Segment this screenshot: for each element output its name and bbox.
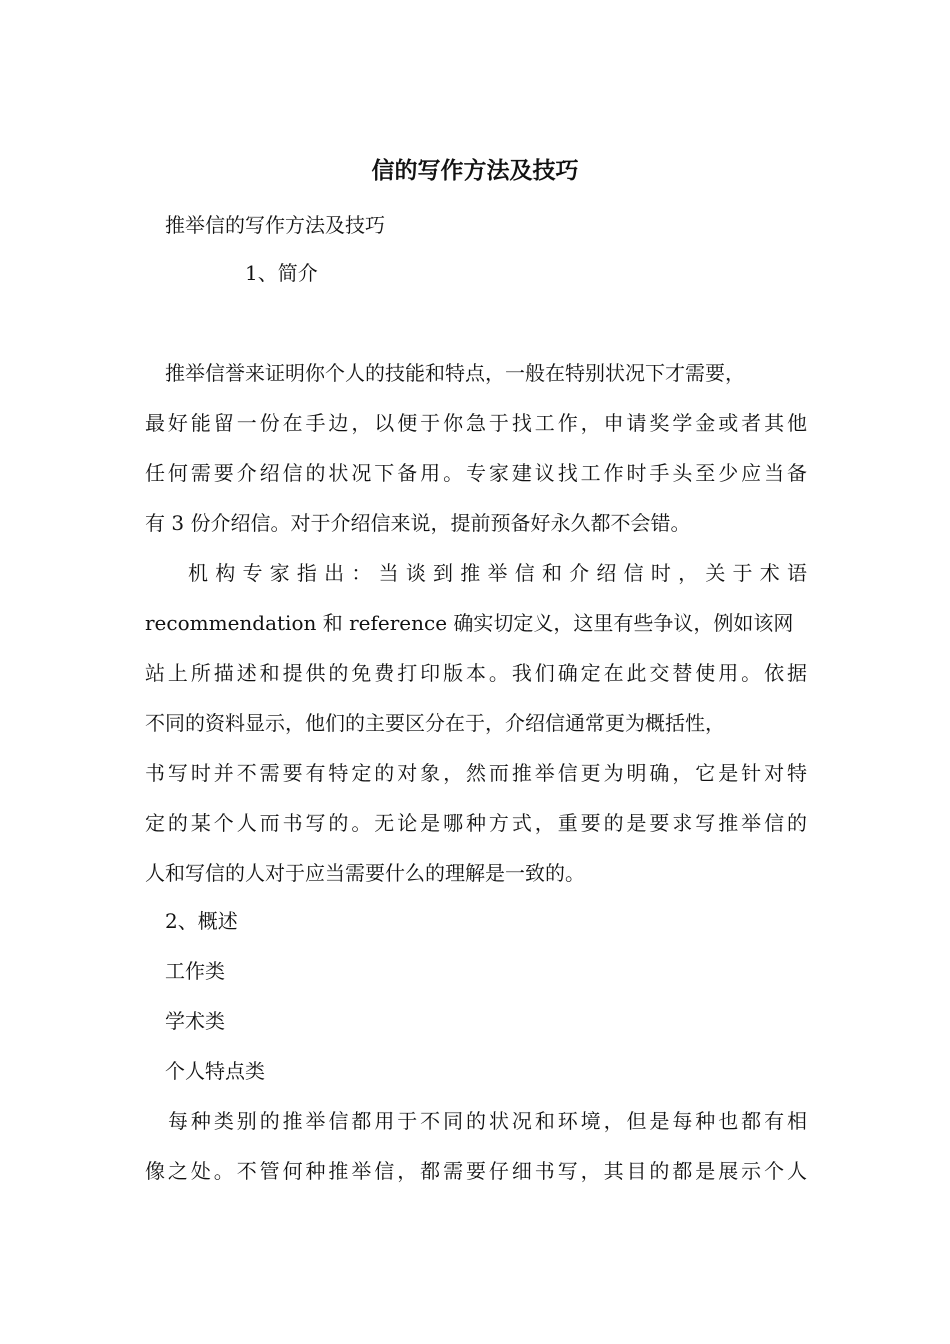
paragraph-line: 有 3 份介绍信。对于介绍信来说，提前预备好永久都不会错。 [145,511,691,535]
section-heading-overview: 2、概述 [165,909,238,933]
paragraph-line: recommendation 和 reference 确实切定义，这里有些争议，例如该网 [145,611,794,635]
paragraph-line: 推举信誉来证明你个人的技能和特点，一般在特别状况下才需要， [165,361,745,385]
paragraph-line: 定的某个人而书写的。无论是哪种方式，重要的是要求写推举信的 [145,811,807,835]
paragraph-line: 机构专家指出：当谈到推举信和介绍信时，关于术语 [188,561,807,585]
paragraph-line: 不同的资料显示，他们的主要区分在于，介绍信通常更为概括性， [145,711,725,735]
category-item: 工作类 [165,959,225,983]
paragraph-line: 人和写信的人对于应当需要什么的理解是一致的。 [145,861,585,885]
paragraph-line: 每种类别的推举信都用于不同的状况和环境，但是每种也都有相 [168,1109,807,1133]
category-item: 个人特点类 [165,1059,265,1083]
paragraph-line: 任何需要介绍信的状况下备用。专家建议找工作时手头至少应当备 [145,461,807,485]
paragraph-line: 最好能留一份在手边，以便于你急于找工作，申请奖学金或者其他 [145,411,807,435]
paragraph-line: 站上所描述和提供的免费打印版本。我们确定在此交替使用。依据 [145,661,807,685]
paragraph-line: 像之处。不管何种推举信，都需要仔细书写，其目的都是展示个人 [145,1159,807,1183]
category-item: 学术类 [165,1009,225,1033]
section-heading-intro: 1、简介 [245,261,318,285]
document-title: 信的写作方法及技巧 [371,157,579,184]
subtitle: 推举信的写作方法及技巧 [165,213,385,237]
paragraph-line: 书写时并不需要有特定的对象，然而推举信更为明确，它是针对特 [145,761,807,785]
